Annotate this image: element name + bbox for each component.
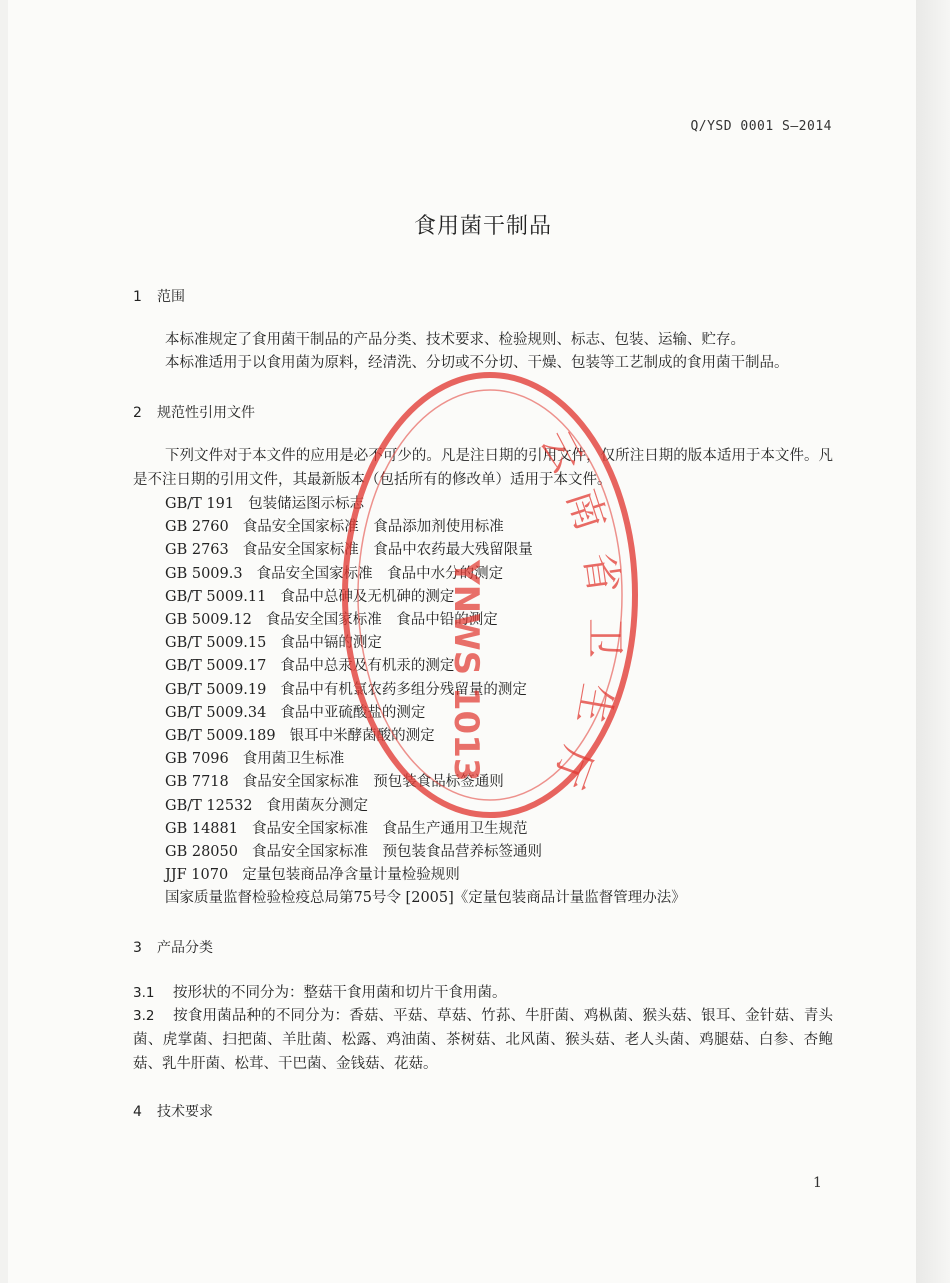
reference-code: GB 5009.3 bbox=[165, 565, 243, 582]
section-3-heading bbox=[133, 937, 213, 957]
clause-text: 按形状的不同分为：整菇干食用菌和切片干食用菌。 bbox=[173, 985, 507, 1001]
reference-item bbox=[165, 493, 686, 516]
section-number: 2 bbox=[133, 405, 142, 421]
section-number: 1 bbox=[133, 289, 142, 305]
reference-title: 食用菌灰分测定 bbox=[266, 797, 369, 814]
clause-3-1 bbox=[133, 981, 833, 1005]
reference-title: 食品安全国家标准 预包装食品标签通则 bbox=[242, 774, 504, 791]
section-2-heading bbox=[133, 402, 255, 422]
reference-item bbox=[165, 655, 686, 678]
svg-text:卫: 卫 bbox=[581, 618, 627, 658]
reference-code: GB/T 12532 bbox=[165, 797, 253, 814]
svg-text:云: 云 bbox=[531, 423, 591, 481]
reference-code: GB/T 5009.15 bbox=[165, 635, 267, 652]
reference-title: 食品安全国家标准 食品中铅的测定 bbox=[265, 612, 498, 629]
reference-title: 银耳中米酵菌酸的测定 bbox=[289, 728, 435, 745]
reference-item bbox=[165, 586, 686, 609]
svg-text:生: 生 bbox=[568, 680, 621, 728]
section-4-heading bbox=[133, 1101, 213, 1121]
reference-code: GB 2763 bbox=[165, 542, 229, 559]
clause-text: 按食用菌品种的不同分为：香菇、平菇、草菇、竹荪、牛肝菌、鸡枞菌、猴头菇、银耳、金针菇、青头菌、虎掌菌、扫把菌、羊肚菌、松露、鸡油菌、茶树菇、北风菌、猴头菇、老人头菌、鸡腿菇、白参、杏鲍菇、乳牛肝菌、松茸、干巴菌、金钱菇、花菇。 bbox=[133, 1008, 833, 1072]
section-2-intro: 下列文件对于本文件的应用是必不可少的。凡是注日期的引用文件，仅所注日期的版本适用于本文件。凡是不注日期的引用文件，其最新版本（包括所有的修改单）适用于本文件。 bbox=[133, 448, 833, 488]
svg-text:南: 南 bbox=[557, 483, 614, 537]
reference-item bbox=[165, 539, 686, 562]
document-title: 食用菌干制品 bbox=[413, 214, 552, 239]
reference-title: 定量包装商品净含量计量检验规则 bbox=[242, 867, 460, 884]
reference-code: GB/T 5009.19 bbox=[165, 681, 267, 698]
section-1-heading bbox=[133, 286, 185, 306]
reference-title: 食品中镉的测定 bbox=[280, 635, 382, 652]
reference-code: JJF 1070 bbox=[165, 867, 229, 884]
reference-title: 食品安全国家标准 食品生产通用卫生规范 bbox=[251, 820, 528, 837]
clause-number: 3.1 bbox=[133, 985, 155, 1001]
reference-item bbox=[165, 818, 686, 841]
reference-title: 食品安全国家标准 食品添加剂使用标准 bbox=[242, 519, 504, 536]
reference-title: 国家质量监督检验检疫总局第75号令 [2005]《定量包装商品计量监督管理办法》 bbox=[165, 890, 686, 907]
reference-title: 食品安全国家标准 食品中水分的测定 bbox=[256, 565, 504, 582]
reference-item bbox=[165, 841, 686, 864]
reference-item bbox=[165, 771, 686, 794]
standard-code: Q/YSD 0001 S—2014 bbox=[690, 119, 832, 134]
reference-item bbox=[165, 632, 686, 655]
section-title: 技术要求 bbox=[157, 1104, 213, 1120]
reference-code: GB/T 5009.11 bbox=[165, 588, 267, 605]
reference-title: 食品安全国家标准 食品中农药最大残留限量 bbox=[242, 542, 533, 559]
reference-code: GB/T 5009.17 bbox=[165, 658, 267, 675]
reference-title: 食品中总汞及有机汞的测定 bbox=[280, 658, 455, 675]
reference-code: GB 14881 bbox=[165, 820, 238, 837]
reference-list bbox=[165, 493, 686, 911]
reference-code: GB/T 191 bbox=[165, 496, 235, 512]
reference-code: GB 28050 bbox=[165, 844, 238, 861]
reference-code: GB/T 5009.34 bbox=[165, 704, 267, 721]
section-title: 规范性引用文件 bbox=[157, 405, 255, 421]
reference-code: GB 7096 bbox=[165, 751, 229, 768]
page-number: 1 bbox=[813, 1175, 822, 1191]
reference-item bbox=[165, 864, 686, 887]
reference-title: 食品中总砷及无机砷的测定 bbox=[280, 588, 455, 605]
section-1-paragraph-2: 本标准适用于以食用菌为原料，经清洗、分切或不分切、干燥、包装等工艺制成的食用菌干制品。 bbox=[165, 355, 789, 371]
section-title: 产品分类 bbox=[157, 940, 213, 956]
reference-title: 食品安全国家标准 预包装食品营养标签通则 bbox=[251, 844, 542, 861]
section-number: 4 bbox=[133, 1104, 142, 1120]
reference-code: GB 7718 bbox=[165, 774, 229, 791]
clause-number: 3.2 bbox=[133, 1008, 155, 1024]
reference-item bbox=[165, 516, 686, 539]
reference-title: 食用菌卫生标准 bbox=[242, 751, 345, 768]
svg-text:厅: 厅 bbox=[543, 740, 601, 794]
reference-item bbox=[165, 609, 686, 632]
reference-item bbox=[165, 887, 686, 910]
reference-title: 食品中亚硫酸盐的测定 bbox=[280, 704, 426, 721]
reference-item bbox=[165, 679, 686, 702]
reference-title: 食品中有机氯农药多组分残留量的测定 bbox=[280, 681, 527, 698]
section-1-paragraph-1: 本标准规定了食用菌干制品的产品分类、技术要求、检验规则、标志、包装、运输、贮存。 bbox=[165, 332, 745, 348]
svg-text:省: 省 bbox=[575, 549, 627, 597]
reference-code: GB 5009.12 bbox=[165, 612, 252, 629]
page-edge-shadow bbox=[916, 0, 950, 1283]
svg-text:YNWS 1013: YNWS 1013 bbox=[446, 560, 486, 782]
reference-item bbox=[165, 725, 686, 748]
reference-item bbox=[165, 702, 686, 725]
section-number: 3 bbox=[133, 940, 142, 956]
reference-title: 包装储运图示标志 bbox=[248, 496, 365, 512]
reference-code: GB 2760 bbox=[165, 519, 229, 536]
reference-item bbox=[165, 748, 686, 771]
reference-code: GB/T 5009.189 bbox=[165, 728, 276, 745]
section-title: 范围 bbox=[157, 289, 185, 305]
reference-item bbox=[165, 795, 686, 818]
reference-item bbox=[165, 563, 686, 586]
clause-3-2 bbox=[133, 1004, 833, 1076]
